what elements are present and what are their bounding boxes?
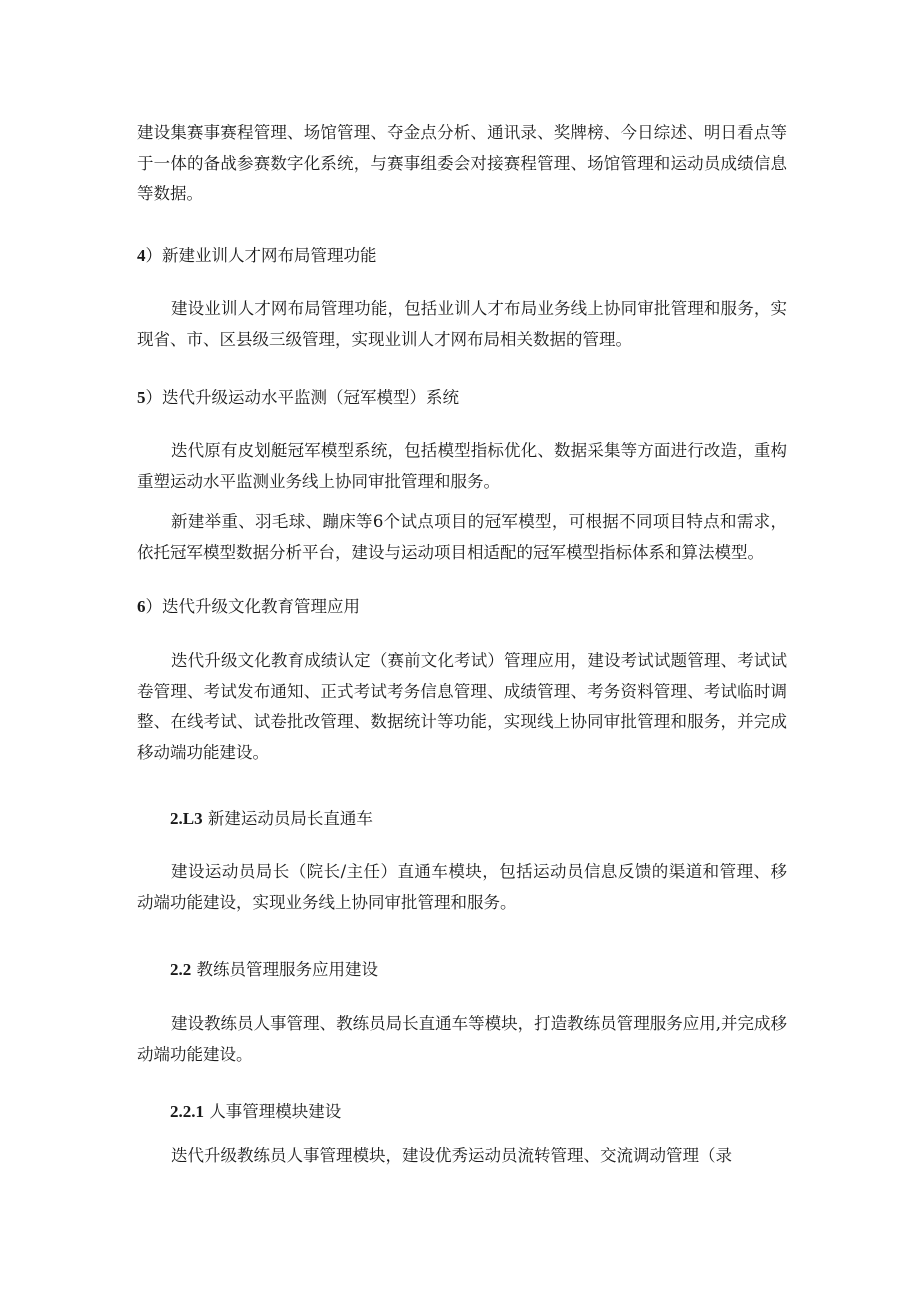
heading-number: 2.2.1	[170, 1102, 204, 1121]
paragraph-director-express: 建设运动员局长（院长/主任）直通车模块，包括运动员信息反馈的渠道和管理、移动端功能建设，实现业务线上协同审批管理和服务。	[137, 862, 787, 912]
heading-text: 新建运动员局长直通车	[202, 809, 373, 828]
paragraph-coach-management: 建设教练员人事管理、教练员局长直通车等模块，打造教练员管理服务应用,并完成移动端功能建设。	[137, 1014, 787, 1064]
heading-text: ）新建业训人才网布局管理功能	[145, 246, 377, 265]
heading-2-2-1	[170, 1097, 341, 1127]
heading-5	[137, 383, 459, 413]
heading-6	[137, 592, 360, 622]
paragraph-culture-education: 迭代升级文化教育成绩认定（赛前文化考试）管理应用，建设考试试题管理、考试试卷管理、考试发布通知、正式考试考务信息管理、成绩管理、考务资料管理、考试临时调整、在线考试、试卷批改管理、数据统计等功能，实现线上协同审批管理和服务，并完成移动端功能建设。	[137, 651, 787, 762]
heading-number: 4	[137, 246, 146, 265]
heading-text: ）迭代升级运动水平监测（冠军模型）系统	[145, 388, 459, 407]
heading-4	[137, 241, 377, 271]
heading-number: 5	[137, 388, 146, 407]
heading-number: 2.2	[170, 960, 192, 979]
heading-text: ）迭代升级文化教育管理应用	[145, 597, 360, 616]
paragraph-personnel-module: 迭代升级教练员人事管理模块，建设优秀运动员流转管理、交流调动管理（录	[171, 1146, 732, 1165]
paragraph-champion-model: 迭代原有皮划艇冠军模型系统，包括模型指标优化、数据采集等方面进行改造，重构重塑运动水平监测业务线上协同审批管理和服务。	[137, 441, 787, 491]
heading-2-1-3	[170, 804, 373, 834]
heading-number: 2.L3	[170, 809, 203, 828]
heading-number: 6	[137, 597, 146, 616]
heading-text: 教练员管理服务应用建设	[191, 960, 378, 979]
paragraph-talent-network: 建设业训人才网布局管理功能，包括业训人才布局业务线上协同审批管理和服务，实现省、市、区县级三级管理，实现业训人才网布局相关数据的管理。	[137, 299, 787, 349]
heading-2-2	[170, 955, 378, 985]
paragraph-digital-system: 建设集赛事赛程管理、场馆管理、夺金点分析、通讯录、奖牌榜、今日综述、明日看点等于一体的备战参赛数字化系统，与赛事组委会对接赛程管理、场馆管理和运动员成绩信息等数据。	[137, 123, 787, 203]
paragraph-pilot-projects: 新建举重、羽毛球、蹦床等6个试点项目的冠军模型，可根据不同项目特点和需求，依托冠军模型数据分析平台，建设与运动项目相适配的冠军模型指标体系和算法模型。	[137, 512, 787, 562]
heading-text: 人事管理模块建设	[204, 1102, 342, 1121]
